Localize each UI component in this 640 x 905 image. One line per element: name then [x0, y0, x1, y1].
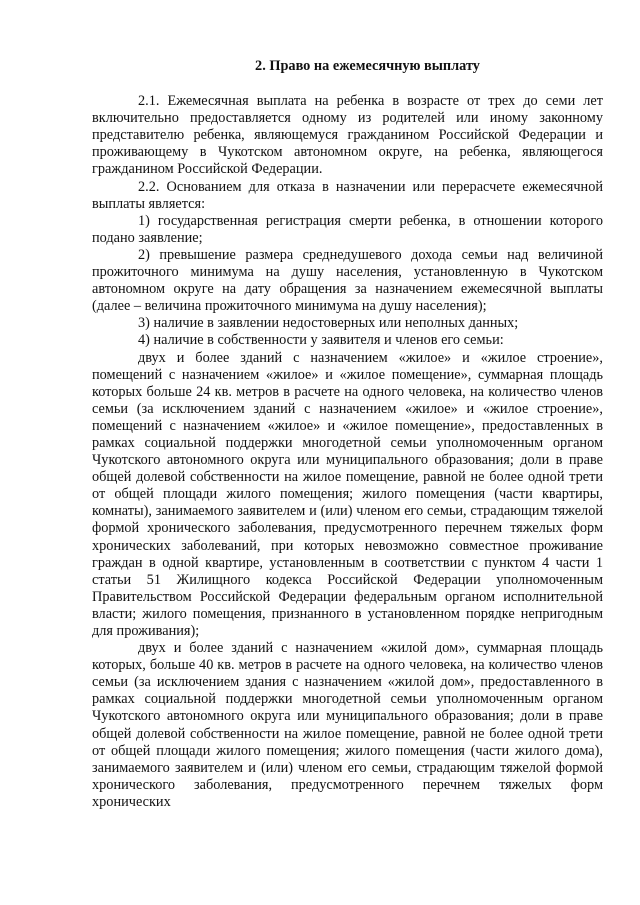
list-item-1: 1) государственная регистрация смерти ребенка, в отношении которого подано заявление;: [92, 212, 603, 246]
paragraph-2-1: 2.1. Ежемесячная выплата на ребенка в возрасте от трех до семи лет включительно предоставляется одному из родителей или иному законному представителю ребенка, являющемуся гражданином Российской Федерации и проживающему в Чукотском автономном округе, на ребенка, являющегося гражданином Российской Федерации.: [92, 93, 603, 178]
section-heading: 2. Право на ежемесячную выплату: [255, 58, 480, 74]
list-item-3: 3) наличие в заявлении недостоверных или неполных данных;: [138, 315, 519, 332]
list-item-2: 2) превышение размера среднедушевого дохода семьи над величиной прожиточного минимума на душу населения, установленную в Чукотском автономном округе на дату обращения за назначением ежемесячной выплаты (далее – величина прожиточного минимума на душу населения);: [92, 246, 603, 315]
paragraph-2-2: 2.2. Основанием для отказа в назначении или перерасчете ежемесячной выплаты является:: [92, 178, 603, 212]
sub-item-residential-buildings: двух и более зданий с назначением «жилое» и «жилое строение», помещений с назначением «жилое» и «жилое помещение», суммарная площадь которых больше 24 кв. метров в расчете на одного человека, на количество членов семьи (за исключением зданий с назначением «жилое» и «жилое строение», помещений с назначением «жилое» и «жилое помещение», предоставленных в рамках социальной поддержки многодетной семьи уполномоченным органом Чукотского автономного округа или муниципального образования; доли в праве общей долевой собственности на жилое помещение, равной не более одной трети от общей площади жилого помещения; жилого помещения (части квартиры, комнаты), занимаемого заявителем и (или) членом его семьи, страдающим тяжелой формой хронического заболевания, предусмотренного перечнем тяжелых форм хронических заболеваний, при которых невозможно совместное проживание граждан в одной квартире, установленным в соответствии с пунктом 4 части 1 статьи 51 Жилищного кодекса Российской Федерации уполномоченным Правительством Российской Федерации федеральным органом исполнительной власти; жилого помещения, признанного в установленном порядке непригодным для проживания);: [92, 349, 603, 639]
document-body: [92, 58, 603, 811]
sub-item-residential-houses: двух и более зданий с назначением «жилой дом», суммарная площадь которых, больше 40 кв. метров в расчете на одного человека, на количество членов семьи (за исключением здания с назначением «жилой дом», предоставленного в рамках социальной поддержки многодетной семьи уполномоченным органом Чукотского автономного округа или муниципального образования; доли в праве общей долевой собственности на жилое помещение, равной не более одной трети от общей площади жилого помещения; жилого помещения (части жилого дома), занимаемого заявителем и (или) членом его семьи, страдающим тяжелой формой хронического заболевания, предусмотренного перечнем тяжелых форм хронических: [92, 640, 603, 810]
list-item-4: 4) наличие в собственности у заявителя и членов его семьи:: [138, 332, 504, 349]
